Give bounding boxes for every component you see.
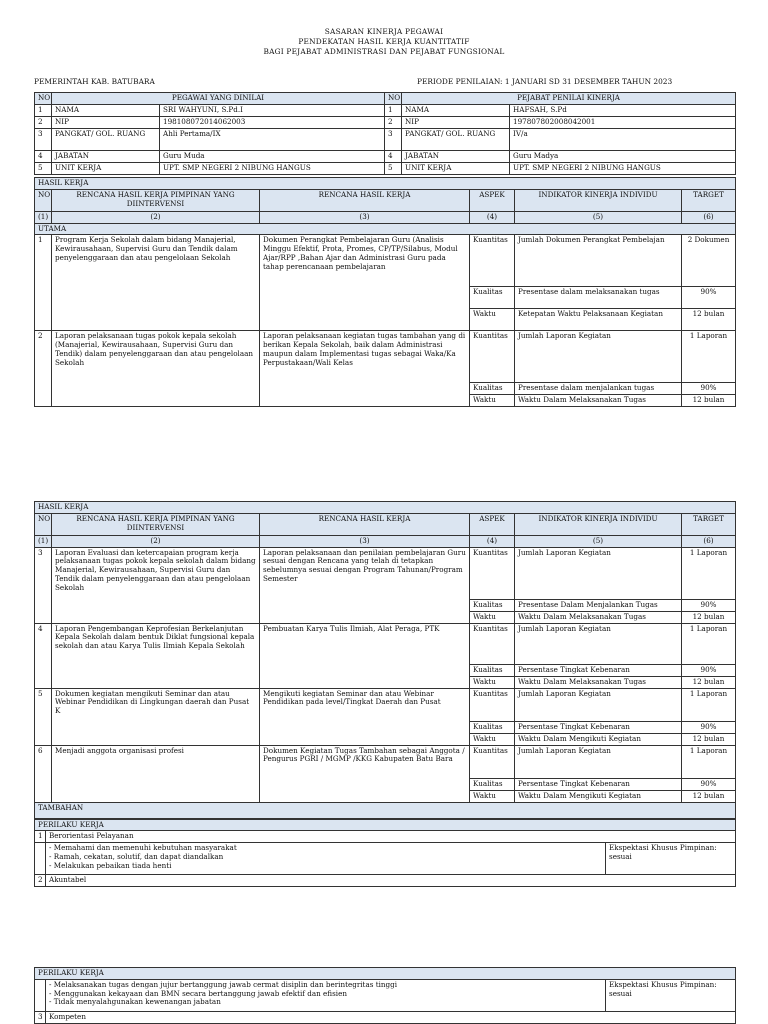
item-target: 2 Dokumen — [682, 235, 736, 287]
row-no: 1 — [385, 105, 402, 117]
behavior-section-2 — [34, 967, 735, 1024]
item-target: 1 Laporan — [682, 623, 736, 664]
item-target: 12 bulan — [682, 733, 736, 745]
behavior-title: Akuntabel — [46, 875, 736, 887]
id-no-header: NO — [35, 93, 52, 105]
item-aspek: Kuantitas — [470, 623, 515, 664]
bullet: - Menggunakan kekayaan dan BMN secara bertanggung jawab efektif dan efisien — [49, 988, 347, 998]
item-aspek: Waktu — [470, 611, 515, 623]
col-num: (2) — [52, 535, 260, 547]
item-target: 90% — [682, 383, 736, 395]
section-tambahan: TAMBAHAN — [35, 802, 736, 818]
col-num: (4) — [470, 535, 515, 547]
row-no: 3 — [385, 129, 402, 151]
row-no: 4 — [385, 151, 402, 163]
title-line-1: SASARAN KINERJA PEGAWAI — [324, 27, 444, 36]
identity-row — [35, 105, 736, 117]
item-indikator: Persentase Tingkat Kebenaran — [515, 778, 682, 790]
item-pimpinan: Program Kerja Sekolah dalam bidang Manajerial, Kewirausahaan, Supervisi Guru dan Tendik dalam penyelenggaraan dan atau pengelolaan Sekolah — [52, 235, 260, 331]
section-hasil-kerja: HASIL KERJA — [35, 178, 736, 190]
col-num: (3) — [260, 211, 470, 223]
col-num: (4) — [470, 211, 515, 223]
behavior-spacer — [35, 979, 46, 1011]
col-target: TARGET — [682, 189, 736, 211]
item-target: 1 Laporan — [682, 547, 736, 599]
col-num: (1) — [35, 211, 52, 223]
row-label: JABATAN — [402, 151, 510, 163]
item-aspek: Kualitas — [470, 599, 515, 611]
bullet: - Tidak menyalahgunakan kewenangan jabatan — [49, 997, 221, 1007]
col-num: (5) — [515, 535, 682, 547]
section-perilaku-kerja: PERILAKU KERJA — [35, 968, 736, 980]
employee-position: Guru Muda — [160, 151, 385, 163]
employee-name: SRI WAHYUNI, S.Pd.I — [160, 105, 385, 117]
row-label: NAMA — [52, 105, 160, 117]
bullet: - Ramah, cekatan, solutif, dan dapat diandalkan — [49, 851, 224, 861]
work-results-table-2 — [34, 501, 736, 819]
work-results-table-1 — [34, 177, 736, 407]
item-aspek: Kualitas — [470, 778, 515, 790]
col-rencana-pimpinan: RENCANA HASIL KERJA PIMPINAN YANG DIINTERVENSI — [52, 189, 260, 211]
item-indikator: Presentase Dalam Menjalankan Tugas — [515, 599, 682, 611]
item-target: 1 Laporan — [682, 745, 736, 778]
item-no: 4 — [35, 623, 52, 688]
work-results-section-2 — [34, 501, 735, 887]
section-hasil-kerja: HASIL KERJA — [35, 502, 736, 514]
item-target: 1 Laporan — [682, 331, 736, 383]
behavior-title: Berorientasi Pelayanan — [46, 831, 736, 843]
item-aspek: Waktu — [470, 790, 515, 802]
item-indikator: Jumlah Laporan Kegiatan — [515, 688, 682, 721]
expectation-note: Ekspektasi Khusus Pimpinan: sesuai — [606, 979, 736, 1011]
item-target: 12 bulan — [682, 676, 736, 688]
table-row — [35, 235, 736, 287]
section-perilaku-kerja: PERILAKU KERJA — [35, 819, 736, 831]
item-aspek: Kuantitas — [470, 688, 515, 721]
meta-row — [34, 77, 735, 87]
item-indikator: Ketepatan Waktu Pelaksanaan Kegiatan — [515, 309, 682, 331]
item-rencana: Laporan pelaksanaan kegiatan tugas tambahan yang di berikan Kepala Sekolah, baik dalam Administrasi maupun dalam Implementasi tugas sebagai Waka/Ka Perpustakaan/Wali Kelas — [260, 331, 470, 407]
behavior-table-2 — [34, 967, 736, 1024]
col-no: NO — [35, 513, 52, 535]
item-indikator: Waktu Dalam Mengikuti Kegiatan — [515, 790, 682, 802]
identity-row — [35, 163, 736, 175]
row-no: 4 — [35, 151, 52, 163]
identity-section — [34, 92, 735, 407]
item-indikator: Waktu Dalam Mengikuti Kegiatan — [515, 733, 682, 745]
employee-rank: Ahli Pertama/IX — [160, 129, 385, 151]
row-label: JABATAN — [52, 151, 160, 163]
row-label: NIP — [52, 117, 160, 129]
bullet: - Melakukan pebaikan tiada henti — [49, 860, 172, 870]
identity-row — [35, 151, 736, 163]
assessment-period: PERIODE PENILAIAN: 1 JANUARI SD 31 DESEMBER TAHUN 2023 — [417, 77, 673, 86]
behavior-no: 2 — [35, 875, 46, 887]
row-no: 5 — [385, 163, 402, 175]
item-target: 12 bulan — [682, 309, 736, 331]
item-aspek: Waktu — [470, 676, 515, 688]
item-no: 3 — [35, 547, 52, 623]
row-label: UNIT KERJA — [52, 163, 160, 175]
col-num: (2) — [52, 211, 260, 223]
behavior-spacer — [35, 843, 46, 875]
item-pimpinan: Laporan pelaksanaan tugas pokok kepala sekolah (Manajerial, Kewirausahaan, Supervisi Guru dan Tendik) dalam penyelenggaraan dan atau pengelolaan Sekolah — [52, 331, 260, 407]
col-no: NO — [35, 189, 52, 211]
item-target: 12 bulan — [682, 611, 736, 623]
item-rencana: Dokumen Kegiatan Tugas Tambahan sebagai Anggota / Pengurus PGRI / MGMP /KKG Kabupaten Batu Bara — [260, 745, 470, 802]
item-indikator: Waktu Dalam Melaksanakan Tugas — [515, 611, 682, 623]
row-label: NIP — [402, 117, 510, 129]
item-aspek: Waktu — [470, 395, 515, 407]
item-indikator: Presentase dalam melaksanakan tugas — [515, 287, 682, 309]
item-no: 6 — [35, 745, 52, 802]
row-no: 2 — [35, 117, 52, 129]
appraiser-header: PEJABAT PENILAI KINERJA — [402, 93, 736, 105]
table-row — [35, 547, 736, 599]
bullet: - Melaksanakan tugas dengan jujur bertanggung jawab cermat disiplin dan berintegritas tinggi — [49, 979, 398, 989]
item-no: 2 — [35, 331, 52, 407]
col-rencana: RENCANA HASIL KERJA — [260, 513, 470, 535]
expectation-note: Ekspektasi Khusus Pimpinan: sesuai — [606, 843, 736, 875]
table-row — [35, 331, 736, 383]
item-indikator: Jumlah Laporan Kegiatan — [515, 331, 682, 383]
table-row — [35, 688, 736, 721]
item-rencana: Laporan pelaksanaan dan penilaian pembelajaran Guru sesuai dengan Rencana yang telah di tetapkan sebelumnya sesuai dengan Program Tahunan/Program Semester — [260, 547, 470, 623]
appraiser-unit: UPT. SMP NEGERI 2 NIBUNG HANGUS — [510, 163, 736, 175]
item-no: 1 — [35, 235, 52, 331]
item-aspek: Waktu — [470, 309, 515, 331]
item-aspek: Kuantitas — [470, 235, 515, 287]
item-indikator: Jumlah Laporan Kegiatan — [515, 745, 682, 778]
item-pimpinan: Dokumen kegiatan mengikuti Seminar dan atau Webinar Pendidikan di Lingkungan daerah dan Pusat K — [52, 688, 260, 745]
item-target: 12 bulan — [682, 790, 736, 802]
item-indikator: Waktu Dalam Melaksanakan Tugas — [515, 676, 682, 688]
col-num: (3) — [260, 535, 470, 547]
item-target: 90% — [682, 664, 736, 676]
col-num: (6) — [682, 535, 736, 547]
item-aspek: Kuantitas — [470, 745, 515, 778]
item-aspek: Kuantitas — [470, 331, 515, 383]
behavior-no: 3 — [35, 1011, 46, 1023]
item-aspek: Kualitas — [470, 287, 515, 309]
identity-row — [35, 129, 736, 151]
col-aspek: ASPEK — [470, 513, 515, 535]
section-utama: UTAMA — [35, 223, 736, 235]
item-target: 1 Laporan — [682, 688, 736, 721]
item-aspek: Kuantitas — [470, 547, 515, 599]
row-label: PANGKAT/ GOL. RUANG — [402, 129, 510, 151]
item-indikator: Persentase Tingkat Kebenaran — [515, 664, 682, 676]
item-no: 5 — [35, 688, 52, 745]
appraiser-rank: IV/a — [510, 129, 736, 151]
row-no: 1 — [35, 105, 52, 117]
appraiser-nip: 197807802008042001 — [510, 117, 736, 129]
col-rencana-pimpinan: RENCANA HASIL KERJA PIMPINAN YANG DIINTERVENSI — [52, 513, 260, 535]
col-indikator: INDIKATOR KINERJA INDIVIDU — [515, 513, 682, 535]
table-row — [35, 745, 736, 778]
item-target: 90% — [682, 287, 736, 309]
row-no: 5 — [35, 163, 52, 175]
title-line-3: BAGI PEJABAT ADMINISTRASI DAN PEJABAT FUNGSIONAL — [263, 47, 505, 56]
item-indikator: Persentase Tingkat Kebenaran — [515, 721, 682, 733]
item-aspek: Waktu — [470, 733, 515, 745]
behavior-title: Kompeten — [46, 1011, 736, 1023]
row-label: NAMA — [402, 105, 510, 117]
row-no: 3 — [35, 129, 52, 151]
col-rencana: RENCANA HASIL KERJA — [260, 189, 470, 211]
title-line-2: PENDEKATAN HASIL KERJA KUANTITATIF — [298, 37, 470, 46]
item-indikator: Presentase dalam menjalankan tugas — [515, 383, 682, 395]
item-indikator: Jumlah Laporan Kegiatan — [515, 547, 682, 599]
identity-row — [35, 117, 736, 129]
appraiser-position: Guru Madya — [510, 151, 736, 163]
item-target: 90% — [682, 599, 736, 611]
item-indikator: Waktu Dalam Melaksanakan Tugas — [515, 395, 682, 407]
behavior-table-1 — [34, 819, 736, 887]
item-pimpinan: Menjadi anggota organisasi profesi — [52, 745, 260, 802]
behavior-bullets — [46, 843, 606, 875]
item-pimpinan: Laporan Pengembangan Keprofesian Berkelanjutan Kepala Sekolah dalam bentuk Diklat fungsional kepala sekolah dan atau Karya Tulis Ilmiah Kepala Sekolah — [52, 623, 260, 688]
item-indikator: Jumlah Dokumen Perangkat Pembelajan — [515, 235, 682, 287]
behavior-no: 1 — [35, 831, 46, 843]
item-rencana: Pembuatan Karya Tulis Ilmiah, Alat Peraga, PTK — [260, 623, 470, 688]
item-rencana: Mengikuti kegiatan Seminar dan atau Webinar Pendidikan pada level/Tingkat Daerah dan Pusat — [260, 688, 470, 745]
row-no: 2 — [385, 117, 402, 129]
appraiser-name: HAFSAH, S.Pd — [510, 105, 736, 117]
item-target: 90% — [682, 721, 736, 733]
item-indikator: Jumlah Laporan Kegiatan — [515, 623, 682, 664]
organization: PEMERINTAH KAB. BATUBARA — [34, 77, 155, 86]
col-aspek: ASPEK — [470, 189, 515, 211]
item-aspek: Kualitas — [470, 664, 515, 676]
col-num: (1) — [35, 535, 52, 547]
employee-header: PEGAWAI YANG DINILAI — [52, 93, 385, 105]
identity-table — [34, 92, 736, 175]
col-num: (5) — [515, 211, 682, 223]
item-target: 12 bulan — [682, 395, 736, 407]
col-num: (6) — [682, 211, 736, 223]
employee-nip: 198108072014062003 — [160, 117, 385, 129]
col-indikator: INDIKATOR KINERJA INDIVIDU — [515, 189, 682, 211]
row-label: PANGKAT/ GOL. RUANG — [52, 129, 160, 151]
row-label: UNIT KERJA — [402, 163, 510, 175]
table-row — [35, 623, 736, 664]
employee-unit: UPT. SMP NEGERI 2 NIBUNG HANGUS — [160, 163, 385, 175]
item-aspek: Kualitas — [470, 721, 515, 733]
item-target: 90% — [682, 778, 736, 790]
col-target: TARGET — [682, 513, 736, 535]
item-pimpinan: Laporan Evaluasi dan ketercapaian program kerja pelaksanaan tugas pokok kepala sekolah dalam bidang Manajerial, Kewirausahaan, Supervisi Guru dan Tendik dalam penyelenggaraan dan atau pengelolaan Sekolah — [52, 547, 260, 623]
behavior-bullets — [46, 979, 606, 1011]
id-no-header-right: NO — [385, 93, 402, 105]
item-rencana: Dokumen Perangkat Pembelajaran Guru (Analisis Minggu Efektif, Prota, Promes, CP/TP/Silabus, Modul Ajar/RPP ,Bahan Ajar dan Administrasi Guru pada tahap perencanaan pembelajaran — [260, 235, 470, 331]
item-aspek: Kualitas — [470, 383, 515, 395]
bullet: - Memahami dan memenuhi kebutuhan masyarakat — [49, 843, 237, 853]
document-title — [0, 27, 768, 57]
